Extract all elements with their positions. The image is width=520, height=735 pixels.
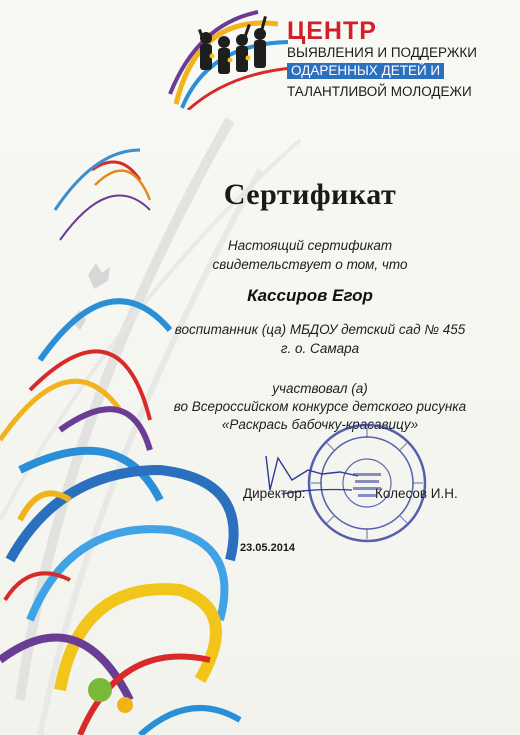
org-line: воспитанник (ца) МБДОУ детский сад № 455 (174, 322, 466, 337)
participation-line-1: участвовал (а) (272, 381, 368, 396)
organization-logo (287, 18, 519, 100)
signature-row (243, 486, 503, 508)
recipient-name: Кассиров Егор (247, 286, 373, 305)
participation-line-2: во Всероссийском конкурсе детского рисунка (173, 399, 467, 414)
org-title: ЦЕНТР (287, 17, 377, 45)
org-line-1: ВЫЯВЛЕНИЯ И ПОДДЕРЖКИ (287, 45, 477, 60)
recipient-organization (150, 320, 490, 358)
certificate-title: Сертификат (223, 178, 397, 211)
signature-label: Директор: (243, 486, 306, 501)
org-line-2: ОДАРЕННЫХ ДЕТЕЙ И (287, 63, 444, 79)
org-line-3: ТАЛАНТЛИВОЙ МОЛОДЕЖИ (287, 84, 472, 99)
signatory-name: Колесов И.Н. (375, 486, 458, 501)
intro-line-2: свидетельствует о том, что (212, 257, 408, 272)
city-line: г. о. Самара (280, 341, 360, 356)
participation-line-3: «Раскрась бабочку-красавицу» (221, 417, 419, 432)
intro-line-1: Настоящий сертификат (227, 238, 393, 253)
logo-children-icon (168, 4, 292, 110)
intro-text (180, 236, 440, 274)
certificate-date: 23.05.2014 (240, 542, 296, 554)
